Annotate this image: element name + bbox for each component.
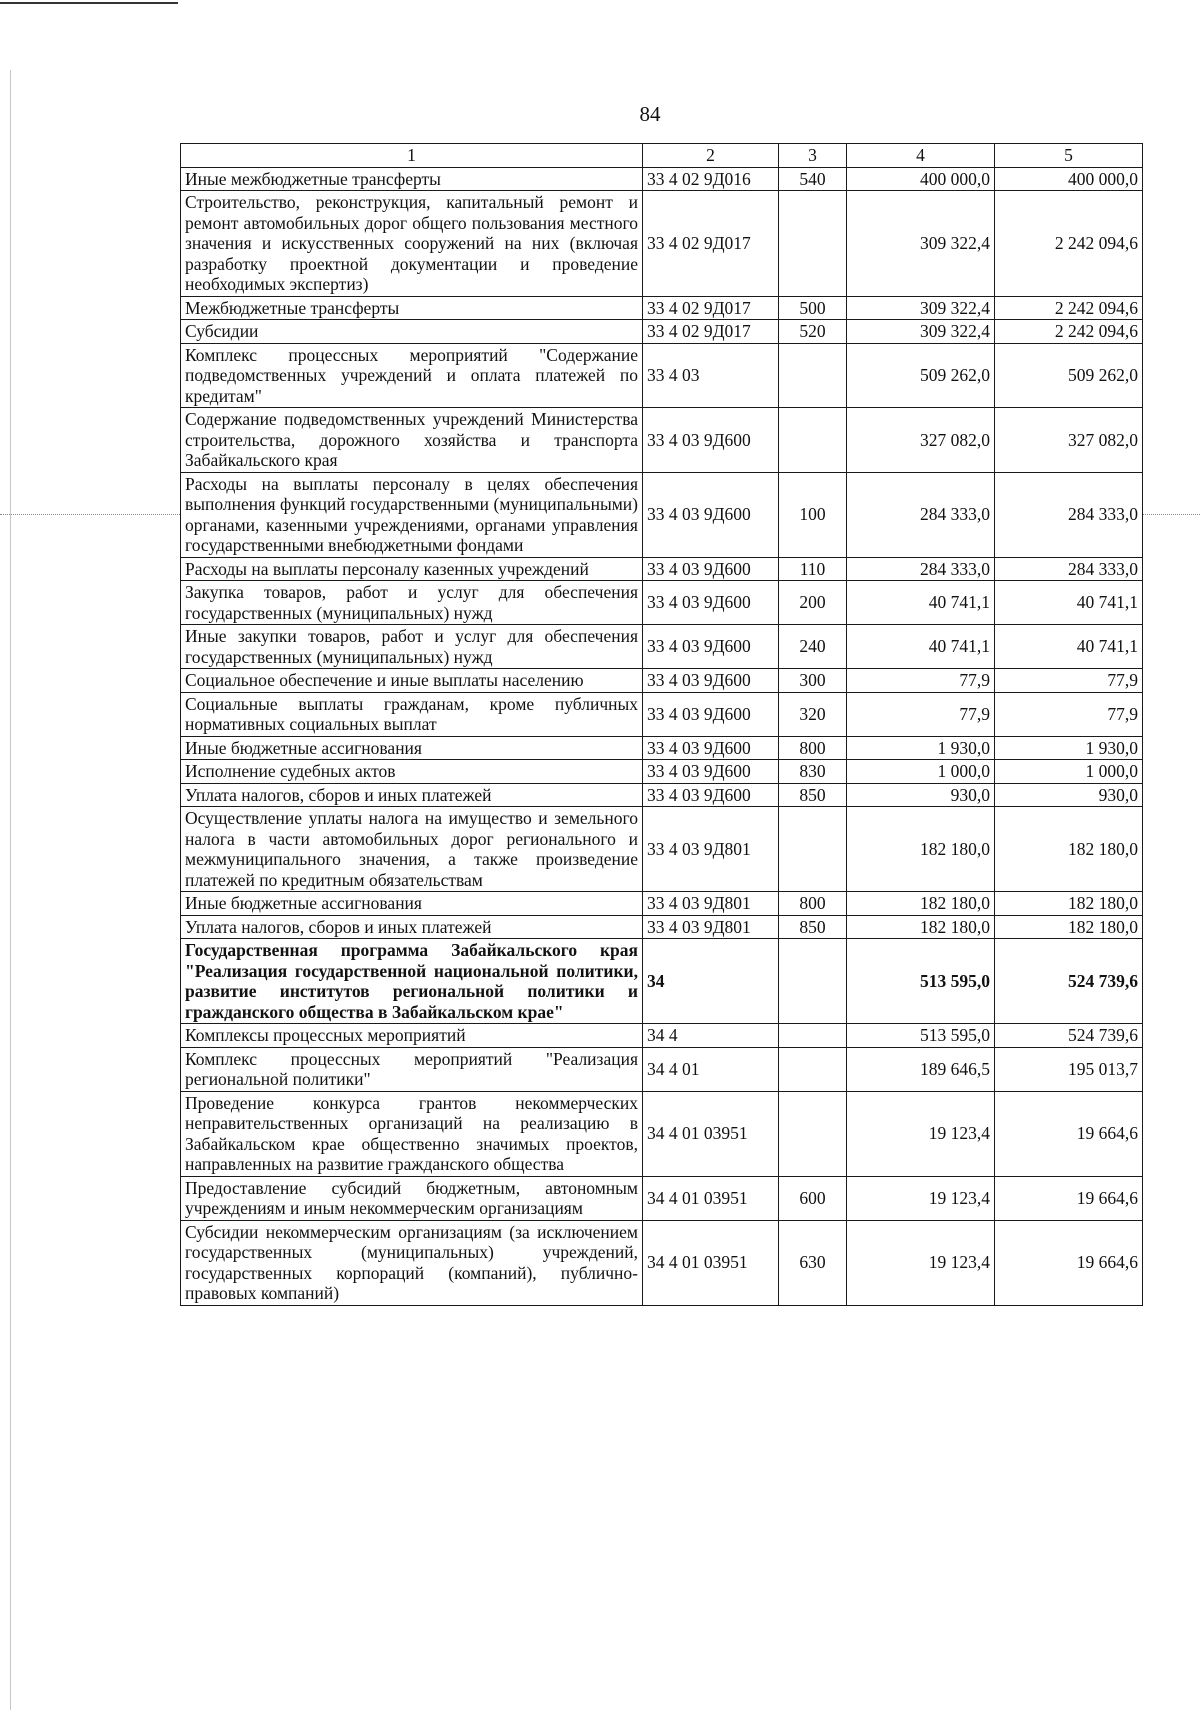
table-row [181, 783, 1143, 807]
row-name-cell: Межбюджетные трансферты [181, 296, 643, 320]
row-name-cell: Расходы на выплаты персоналу казенных учреждений [181, 557, 643, 581]
row-code-cell: 34 4 01 [643, 1047, 779, 1091]
row-expense-type-cell [779, 807, 847, 892]
scan-artifact-dotted-line-right [1142, 514, 1200, 515]
row-expense-type-cell: 110 [779, 557, 847, 581]
row-amount-year1-cell: 19 123,4 [847, 1176, 995, 1220]
row-code-cell: 34 [643, 939, 779, 1024]
row-amount-year2-cell: 40 741,1 [995, 625, 1143, 669]
row-code-cell: 34 4 01 03951 [643, 1176, 779, 1220]
budget-table [180, 143, 1143, 1306]
row-code-cell: 33 4 03 9Д600 [643, 736, 779, 760]
row-amount-year2-cell: 509 262,0 [995, 343, 1143, 408]
row-amount-year2-cell: 1 000,0 [995, 760, 1143, 784]
row-amount-year2-cell: 327 082,0 [995, 408, 1143, 473]
row-code-cell: 33 4 03 9Д801 [643, 915, 779, 939]
row-code-cell: 33 4 03 9Д600 [643, 760, 779, 784]
row-amount-year1-cell: 327 082,0 [847, 408, 995, 473]
row-amount-year1-cell: 309 322,4 [847, 191, 995, 297]
row-code-cell: 33 4 03 9Д801 [643, 807, 779, 892]
row-amount-year2-cell: 77,9 [995, 692, 1143, 736]
row-amount-year2-cell: 2 242 094,6 [995, 191, 1143, 297]
table-row [181, 1024, 1143, 1048]
row-amount-year2-cell: 284 333,0 [995, 557, 1143, 581]
row-expense-type-cell: 300 [779, 669, 847, 693]
row-name-cell: Комплекс процессных мероприятий "Реализация региональной политики" [181, 1047, 643, 1091]
table-row [181, 581, 1143, 625]
row-amount-year2-cell: 77,9 [995, 669, 1143, 693]
table-row [181, 408, 1143, 473]
row-name-cell: Иные закупки товаров, работ и услуг для обеспечения государственных (муниципальных) нужд [181, 625, 643, 669]
row-amount-year1-cell: 77,9 [847, 692, 995, 736]
row-code-cell: 34 4 [643, 1024, 779, 1048]
row-code-cell: 33 4 02 9Д017 [643, 296, 779, 320]
row-name-cell: Комплекс процессных мероприятий "Содержание подведомственных учреждений и оплата платежей по кредитам" [181, 343, 643, 408]
table-row [181, 915, 1143, 939]
header-col-3: 3 [779, 144, 847, 168]
row-amount-year2-cell: 19 664,6 [995, 1091, 1143, 1176]
row-amount-year2-cell: 19 664,6 [995, 1220, 1143, 1305]
row-expense-type-cell: 850 [779, 783, 847, 807]
scan-artifact-left-margin [10, 70, 11, 1710]
row-expense-type-cell: 630 [779, 1220, 847, 1305]
row-expense-type-cell: 600 [779, 1176, 847, 1220]
row-name-cell: Закупка товаров, работ и услуг для обеспечения государственных (муниципальных) нужд [181, 581, 643, 625]
row-expense-type-cell: 200 [779, 581, 847, 625]
row-expense-type-cell: 240 [779, 625, 847, 669]
header-col-4: 4 [847, 144, 995, 168]
row-amount-year1-cell: 19 123,4 [847, 1220, 995, 1305]
row-code-cell: 33 4 03 9Д600 [643, 557, 779, 581]
page-number: 84 [639, 102, 661, 126]
row-expense-type-cell: 830 [779, 760, 847, 784]
row-code-cell: 33 4 03 9Д600 [643, 581, 779, 625]
table-row [181, 557, 1143, 581]
row-amount-year1-cell: 1 000,0 [847, 760, 995, 784]
row-expense-type-cell: 850 [779, 915, 847, 939]
row-name-cell: Государственная программа Забайкальского края "Реализация государственной национальной политики, развитие институтов региональной политики и гражданского общества в Забайкальском крае" [181, 939, 643, 1024]
row-amount-year1-cell: 400 000,0 [847, 167, 995, 191]
table-row [181, 167, 1143, 191]
table-row [181, 320, 1143, 344]
scan-artifact-top-rule [0, 2, 178, 4]
row-amount-year1-cell: 182 180,0 [847, 915, 995, 939]
row-expense-type-cell [779, 1024, 847, 1048]
table-row [181, 669, 1143, 693]
table-row [181, 343, 1143, 408]
table-row [181, 760, 1143, 784]
row-amount-year2-cell: 1 930,0 [995, 736, 1143, 760]
row-code-cell: 34 4 01 03951 [643, 1091, 779, 1176]
table-row [181, 1091, 1143, 1176]
row-amount-year1-cell: 284 333,0 [847, 472, 995, 557]
row-amount-year1-cell: 284 333,0 [847, 557, 995, 581]
row-amount-year2-cell: 2 242 094,6 [995, 320, 1143, 344]
row-amount-year2-cell: 524 739,6 [995, 939, 1143, 1024]
table-row [181, 939, 1143, 1024]
row-expense-type-cell: 500 [779, 296, 847, 320]
table-row [181, 692, 1143, 736]
table-header-row [181, 144, 1143, 168]
table-row [181, 472, 1143, 557]
row-amount-year2-cell: 2 242 094,6 [995, 296, 1143, 320]
row-amount-year2-cell: 284 333,0 [995, 472, 1143, 557]
table-row [181, 1220, 1143, 1305]
row-amount-year1-cell: 513 595,0 [847, 1024, 995, 1048]
row-amount-year1-cell: 1 930,0 [847, 736, 995, 760]
row-expense-type-cell: 520 [779, 320, 847, 344]
row-name-cell: Социальное обеспечение и иные выплаты населению [181, 669, 643, 693]
row-amount-year1-cell: 77,9 [847, 669, 995, 693]
row-expense-type-cell: 320 [779, 692, 847, 736]
row-name-cell: Социальные выплаты гражданам, кроме публичных нормативных социальных выплат [181, 692, 643, 736]
row-expense-type-cell: 100 [779, 472, 847, 557]
row-amount-year2-cell: 182 180,0 [995, 915, 1143, 939]
row-amount-year1-cell: 189 646,5 [847, 1047, 995, 1091]
row-name-cell: Комплексы процессных мероприятий [181, 1024, 643, 1048]
row-expense-type-cell [779, 1091, 847, 1176]
row-name-cell: Предоставление субсидий бюджетным, автономным учреждениям и иным некоммерческим организациям [181, 1176, 643, 1220]
row-name-cell: Иные бюджетные ассигнования [181, 892, 643, 916]
row-amount-year1-cell: 182 180,0 [847, 807, 995, 892]
row-name-cell: Субсидии некоммерческим организациям (за исключением государственных (муниципальных) учреждений, государственных корпораций (компаний), публично-правовых компаний) [181, 1220, 643, 1305]
header-col-5: 5 [995, 144, 1143, 168]
row-code-cell: 33 4 03 9Д600 [643, 408, 779, 473]
row-expense-type-cell [779, 191, 847, 297]
row-expense-type-cell [779, 939, 847, 1024]
row-code-cell: 33 4 03 9Д600 [643, 472, 779, 557]
row-expense-type-cell: 800 [779, 736, 847, 760]
table-row [181, 1176, 1143, 1220]
table-row [181, 296, 1143, 320]
row-name-cell: Исполнение судебных актов [181, 760, 643, 784]
row-code-cell: 33 4 02 9Д017 [643, 320, 779, 344]
row-name-cell: Содержание подведомственных учреждений Министерства строительства, дорожного хозяйства и транспорта Забайкальского края [181, 408, 643, 473]
row-name-cell: Иные межбюджетные трансферты [181, 167, 643, 191]
row-amount-year1-cell: 513 595,0 [847, 939, 995, 1024]
row-code-cell: 34 4 01 03951 [643, 1220, 779, 1305]
table-row [181, 625, 1143, 669]
row-amount-year2-cell: 930,0 [995, 783, 1143, 807]
row-amount-year2-cell: 19 664,6 [995, 1176, 1143, 1220]
row-code-cell: 33 4 03 9Д600 [643, 692, 779, 736]
row-name-cell: Расходы на выплаты персоналу в целях обеспечения выполнения функций государственными (муниципальными) органами, казенными учреждениями, органами управления государственными внебюджетными фондами [181, 472, 643, 557]
row-name-cell: Иные бюджетные ассигнования [181, 736, 643, 760]
row-code-cell: 33 4 03 9Д801 [643, 892, 779, 916]
row-expense-type-cell [779, 408, 847, 473]
row-name-cell: Проведение конкурса грантов некоммерческих неправительственных организаций на реализацию в Забайкальском крае общественно значимых проектов, направленных на развитие гражданского общества [181, 1091, 643, 1176]
row-expense-type-cell: 540 [779, 167, 847, 191]
row-code-cell: 33 4 02 9Д017 [643, 191, 779, 297]
row-amount-year2-cell: 182 180,0 [995, 807, 1143, 892]
row-amount-year2-cell: 524 739,6 [995, 1024, 1143, 1048]
row-code-cell: 33 4 03 [643, 343, 779, 408]
row-expense-type-cell [779, 343, 847, 408]
row-amount-year2-cell: 195 013,7 [995, 1047, 1143, 1091]
row-name-cell: Уплата налогов, сборов и иных платежей [181, 783, 643, 807]
row-amount-year1-cell: 40 741,1 [847, 625, 995, 669]
row-amount-year1-cell: 509 262,0 [847, 343, 995, 408]
row-expense-type-cell [779, 1047, 847, 1091]
row-code-cell: 33 4 03 9Д600 [643, 625, 779, 669]
row-code-cell: 33 4 03 9Д600 [643, 669, 779, 693]
row-amount-year1-cell: 40 741,1 [847, 581, 995, 625]
table-row [181, 736, 1143, 760]
row-amount-year2-cell: 400 000,0 [995, 167, 1143, 191]
header-col-2: 2 [643, 144, 779, 168]
row-name-cell: Осуществление уплаты налога на имущество и земельного налога в части автомобильных дорог регионального и межмуниципального значения, а также произведение платежей по кредитным обязательствам [181, 807, 643, 892]
table-row [181, 191, 1143, 297]
row-expense-type-cell: 800 [779, 892, 847, 916]
row-amount-year2-cell: 40 741,1 [995, 581, 1143, 625]
row-amount-year1-cell: 309 322,4 [847, 296, 995, 320]
row-amount-year1-cell: 182 180,0 [847, 892, 995, 916]
table-row [181, 892, 1143, 916]
row-name-cell: Уплата налогов, сборов и иных платежей [181, 915, 643, 939]
scan-artifact-dotted-line-left [0, 514, 180, 515]
row-name-cell: Строительство, реконструкция, капитальный ремонт и ремонт автомобильных дорог общего пользования местного значения и искусственных сооружений на них (включая разработку проектной документации и проведение необходимых экспертиз) [181, 191, 643, 297]
row-code-cell: 33 4 02 9Д016 [643, 167, 779, 191]
row-name-cell: Субсидии [181, 320, 643, 344]
row-amount-year1-cell: 309 322,4 [847, 320, 995, 344]
row-amount-year2-cell: 182 180,0 [995, 892, 1143, 916]
header-col-1: 1 [181, 144, 643, 168]
table-row [181, 1047, 1143, 1091]
row-code-cell: 33 4 03 9Д600 [643, 783, 779, 807]
row-amount-year1-cell: 930,0 [847, 783, 995, 807]
table-row [181, 807, 1143, 892]
row-amount-year1-cell: 19 123,4 [847, 1091, 995, 1176]
